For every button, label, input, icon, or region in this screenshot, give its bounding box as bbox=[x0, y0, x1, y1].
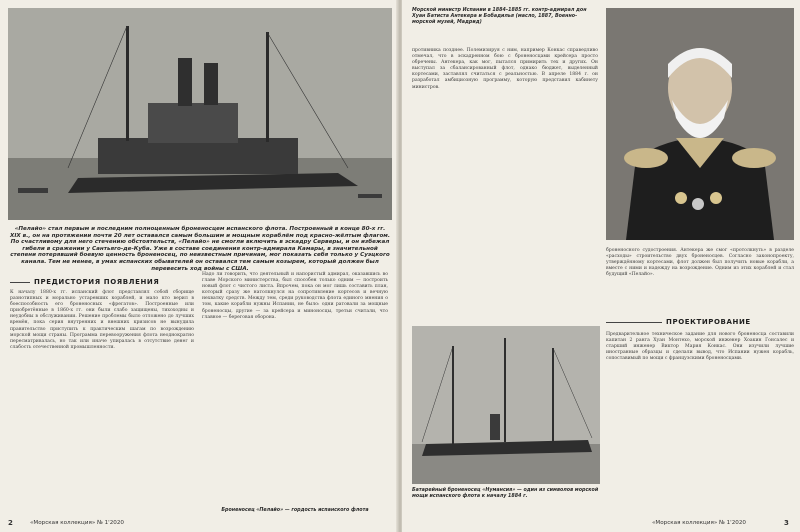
numancia-caption bbox=[412, 488, 600, 500]
right-footer bbox=[652, 520, 746, 526]
right-footer-text: «Морская коллекция» № 1'2020 bbox=[652, 520, 746, 526]
left-bottom-caption bbox=[202, 508, 388, 514]
left-footer-text: «Морская коллекция» № 1'2020 bbox=[30, 520, 124, 526]
lead-caption-text: «Пелайо» стал первым и последним полноценным броненосцем испанского флота. Построенный в конце 80-х гг. XIX в., он на протяжении почти 20 лет оставался самым большим и мощным кораблём под красно-жёлтым флагом. По счастливому для него стечению обстоятельств, «Пелайо» не смогли включить в эскадру Серверы, и он избежал гибели в сражении у Сантьяго-де-Куба. Уже в составе соединения контр-адмирала Камары, в значительной степени потерявший боевую ценность броненосец, по неизвестным причинам, мог показать себя только у Суэцкого канала. Тем не менее, в умах испанских обывателей он оставался тем самым козырем, который должен был перевесить ход войны с США. bbox=[10, 226, 391, 272]
battleship-illustration bbox=[8, 8, 392, 220]
heading-rule-2 bbox=[606, 322, 662, 323]
right-column-1 bbox=[412, 48, 598, 318]
right-page bbox=[402, 0, 800, 532]
left-footer bbox=[30, 520, 124, 526]
left-page bbox=[0, 0, 398, 532]
left-folio-text: 2 bbox=[8, 519, 13, 527]
heading-rule bbox=[10, 282, 30, 283]
admiral-portrait-illustration bbox=[606, 8, 794, 240]
section-heading-prehistory bbox=[10, 278, 190, 286]
left-folio bbox=[8, 519, 13, 527]
section-heading-design bbox=[606, 318, 794, 326]
left-column-2-text: Надо ли говорить, что деятельный и напористый адмирал, оказавшись во главе Морского министерства, был способен только одним — построить новый флот с чистого листа. Впрочем, пока он мог лишь составить план, который сразу же натолкнулся на сопротивление кортесов и вечную нехватку средств. Между тем, среди руководства флота единого мнения о том, какие корабли нужны Испании, не было: одни ратовали за мощные броненосцы, другие — за крейсера и миноносцы, третьи считали, что главное — береговая оборона. bbox=[202, 272, 390, 320]
portrait-caption bbox=[412, 8, 598, 25]
battleship-photo bbox=[8, 8, 392, 220]
numancia-caption-text: Батарейный броненосец «Нумансия» — один из символов морской мощи испанского флота к началу 1884 г. bbox=[412, 488, 599, 499]
right-column-2b-text: Предварительное техническое задание для нового броненосца составили капитан 2 ранга Хуан Монтехо, морской инженер Хоакин Гонсалес и старший инженер Виктор Мария Конкас. Они изучили лучшие иностранные образцы и сделали вывод, что Испании нужен корабль, сопоставимый по мощи с французскими броненосцами. bbox=[606, 332, 796, 362]
lead-caption bbox=[10, 226, 391, 272]
numancia-photo bbox=[412, 326, 600, 484]
right-folio bbox=[784, 519, 789, 527]
admiral-portrait bbox=[606, 8, 794, 240]
right-column-2b bbox=[606, 332, 794, 502]
right-column-1-text: противника позднее. Полемизируя с ним, например Конкас справедливо отмечал, что в эскадренном бою с броненосцами крейсера просто обречены. Антекера, как мог, пытался примирить тех и других. Он выступал за сбалансированный флот, однако бюджет, выделенный кортесами, заставлял считаться с реальностью. В апреле 1884 г. он разработал амбициозную программу, которую представил кабинету министров. bbox=[412, 48, 600, 90]
right-column-2 bbox=[606, 248, 794, 310]
section-heading-design-text: ПРОЕКТИРОВАНИЕ bbox=[666, 318, 751, 326]
left-column-1 bbox=[10, 290, 194, 500]
portrait-caption-text: Морской министр Испании в 1884–1885 гг. контр-адмирал дон Хуан Батиста Антекера и Бобадилья (масло, 1887, Военно-морской музей, Мадрид) bbox=[412, 8, 587, 25]
section-heading-text: ПРЕДИСТОРИЯ ПОЯВЛЕНИЯ bbox=[34, 278, 160, 286]
right-column-2-text: броненосного судостроения. Антекера же смог «протолкнуть» в разделе «расходы» строительство двух броненосцев. Согласно законопроекту, утверждённому кортесами, флот должен был получить новые корабли, а вместе с ними и надежду на возрождение. Одним из этих кораблей и стал будущий «Пелайо». bbox=[606, 248, 796, 278]
left-column-2 bbox=[202, 272, 388, 500]
left-column-1-text: К началу 1880-х гг. испанский флот представлял собой сборище разнотипных и морально устаревших кораблей, и мало кто верил в боеспособность его броненосных «фрегатов». Построенные или приобретённые в 1860-х гг. они были слабо защищены, тихоходны и неудобны в обслуживании. Решение проблемы было отложено до лучших времён, пока серия внутренних и внешних кризисов не вынудила правительство приступить к практическим шагам по возрождению морской мощи страны. Программа перевооружения флота неоднократно пересматривалась, но так или иначе упиралась в отсутствие денег и слабость отечественной промышленности. bbox=[10, 290, 196, 350]
numancia-illustration bbox=[412, 326, 600, 484]
right-folio-text: 3 bbox=[784, 519, 789, 527]
left-bottom-caption-text: Броненосец «Пелайо» — гордость испанского флота bbox=[221, 508, 369, 513]
